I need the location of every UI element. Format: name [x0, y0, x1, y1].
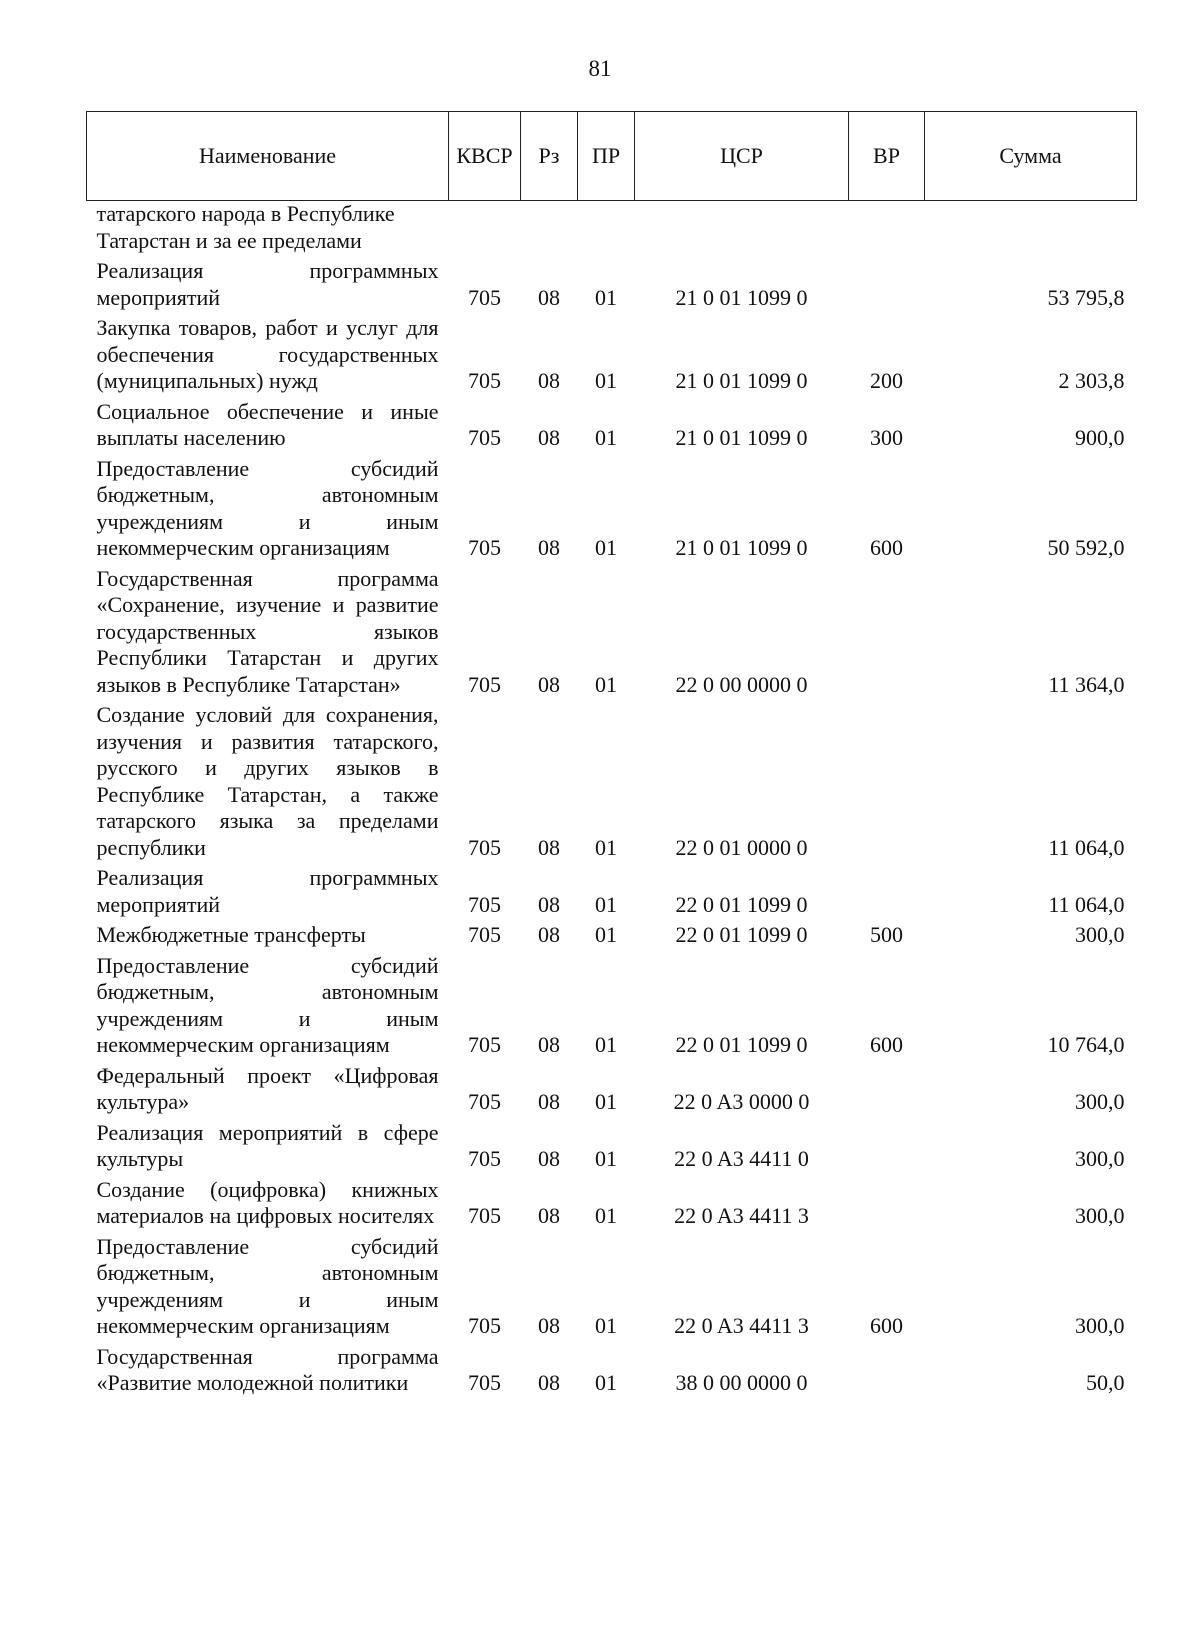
cell-sum: 900,0: [1075, 425, 1125, 450]
cell-pr: 01: [595, 671, 617, 697]
cell-rz: 08: [538, 891, 560, 917]
cell-csr: 22 0 01 1099 0: [675, 922, 808, 947]
table-header: [87, 112, 1137, 201]
cell-csr: 22 0 01 1099 0: [675, 1032, 808, 1057]
cell-vr: [849, 201, 925, 259]
cell-pr: 01: [595, 1313, 617, 1338]
cell-sum: 300,0: [1075, 1203, 1125, 1228]
cell-sum: 300,0: [1075, 1146, 1125, 1171]
table-row: [87, 1120, 1137, 1177]
cell-rz: 08: [538, 1370, 560, 1395]
cell-kvsr: 705: [468, 1203, 501, 1228]
table-row: [87, 258, 1137, 315]
cell-kvsr: 705: [468, 284, 501, 310]
cell-pr: 01: [595, 1203, 617, 1228]
cell-csr: 22 0 01 1099 0: [675, 891, 808, 917]
cell-pr: 01: [595, 368, 617, 393]
table-row: [87, 315, 1137, 399]
table-row: [87, 1063, 1137, 1120]
cell-sum: [925, 201, 1137, 259]
cell-vr: 300: [870, 425, 903, 450]
cell-rz: 08: [538, 425, 560, 450]
table-row: [87, 865, 1137, 922]
cell-csr: 22 0 01 0000 0: [675, 834, 808, 860]
header-sum: Сумма: [925, 112, 1137, 201]
cell-pr: 01: [595, 1032, 617, 1057]
cell-csr: 22 0 A3 0000 0: [673, 1089, 810, 1114]
cell-pr: 01: [595, 425, 617, 450]
cell-csr: 21 0 01 1099 0: [675, 284, 808, 310]
cell-name: Создание условий для сохранения, изучения и развития татарского, русского и других языков в Республике Татарстан, а также татарского языка за пределами республики: [96, 702, 439, 860]
cell-vr: [849, 566, 925, 703]
cell-sum: 50 592,0: [1047, 535, 1125, 560]
table-row: [87, 953, 1137, 1063]
cell-rz: 08: [538, 671, 560, 697]
table-row: [87, 1177, 1137, 1234]
cell-pr: 01: [595, 1089, 617, 1114]
cell-sum: 10 764,0: [1047, 1032, 1125, 1057]
cell-pr: 01: [595, 1146, 617, 1171]
cell-csr: 22 0 A3 4411 0: [674, 1146, 809, 1171]
page-number: 81: [588, 56, 612, 81]
cell-rz: 08: [538, 535, 560, 560]
table-body: [87, 201, 1137, 1401]
cell-csr: 38 0 00 0000 0: [675, 1370, 808, 1395]
cell-pr: 01: [595, 891, 617, 917]
table-row: [87, 456, 1137, 566]
cell-name: Предоставление субсидий бюджетным, автономным учреждениям и иным некоммерческим организациям: [96, 455, 439, 560]
cell-name: Реализация программных мероприятий: [96, 258, 439, 310]
cell-rz: 08: [538, 1313, 560, 1338]
cell-sum: 300,0: [1075, 1313, 1125, 1338]
cell-csr: 22 0 A3 4411 3: [674, 1313, 809, 1338]
cell-name: Государственная программа «Развитие молодежной политики: [96, 1343, 439, 1395]
cell-name: Реализация мероприятий в сфере культуры: [96, 1119, 439, 1171]
cell-kvsr: 705: [468, 834, 501, 860]
cell-csr: [635, 201, 849, 259]
table-row: [87, 702, 1137, 865]
cell-vr: [849, 258, 925, 315]
cell-csr: 21 0 01 1099 0: [675, 368, 808, 393]
table-row: [87, 399, 1137, 456]
cell-csr: 22 0 00 0000 0: [675, 671, 808, 697]
header-csr: ЦСР: [635, 112, 849, 201]
header-kvsr: КВСР: [449, 112, 521, 201]
cell-vr: 600: [870, 535, 903, 560]
cell-name: Предоставление субсидий бюджетным, автономным учреждениям и иным некоммерческим организациям: [96, 1233, 439, 1338]
cell-name: Предоставление субсидий бюджетным, автономным учреждениям и иным некоммерческим организациям: [96, 952, 439, 1057]
cell-sum: 11 064,0: [1048, 891, 1125, 917]
cell-vr: 600: [870, 1032, 903, 1057]
header-vr: ВР: [849, 112, 925, 201]
cell-rz: 08: [538, 1146, 560, 1171]
cell-rz: 08: [538, 922, 560, 947]
header-rz: Рз: [521, 112, 578, 201]
cell-pr: 01: [595, 284, 617, 310]
cell-kvsr: 705: [468, 1370, 501, 1395]
cell-kvsr: 705: [468, 535, 501, 560]
cell-sum: 11 364,0: [1048, 671, 1125, 697]
cell-csr: 21 0 01 1099 0: [675, 425, 808, 450]
cell-kvsr: 705: [468, 1032, 501, 1057]
cell-vr: 500: [870, 922, 903, 947]
header-name: Наименование: [87, 112, 449, 201]
cell-name: татарского народа в Республике Татарстан и за ее пределами: [96, 201, 395, 253]
cell-sum: 11 064,0: [1048, 834, 1125, 860]
cell-pr: 01: [595, 922, 617, 947]
budget-table: [86, 111, 1137, 1401]
cell-pr: [578, 201, 635, 259]
cell-vr: [849, 865, 925, 922]
cell-vr: [849, 702, 925, 865]
cell-name: Создание (оцифровка) книжных материалов на цифровых носителях: [96, 1176, 439, 1228]
header-pr: ПР: [578, 112, 635, 201]
table-row: [87, 201, 1137, 259]
cell-pr: 01: [595, 1370, 617, 1395]
table-row: [87, 566, 1137, 703]
cell-kvsr: 705: [468, 922, 501, 947]
cell-kvsr: 705: [468, 891, 501, 917]
cell-name: Федеральный проект «Цифровая культура»: [96, 1062, 439, 1114]
cell-kvsr: [449, 201, 521, 259]
cell-vr: [849, 1344, 925, 1401]
cell-pr: 01: [595, 834, 617, 860]
cell-rz: 08: [538, 284, 560, 310]
cell-pr: 01: [595, 535, 617, 560]
cell-vr: [849, 1120, 925, 1177]
cell-name: Закупка товаров, работ и услуг для обеспечения государственных (муниципальных) нужд: [96, 315, 439, 393]
cell-rz: 08: [538, 1032, 560, 1057]
cell-rz: 08: [538, 1089, 560, 1114]
cell-csr: 22 0 A3 4411 3: [674, 1203, 809, 1228]
cell-kvsr: 705: [468, 368, 501, 393]
cell-kvsr: 705: [468, 1089, 501, 1114]
cell-rz: [521, 201, 578, 259]
cell-name: Реализация программных мероприятий: [96, 865, 439, 917]
cell-sum: 2 303,8: [1058, 368, 1125, 393]
cell-name: Социальное обеспечение и иные выплаты населению: [96, 398, 439, 450]
cell-kvsr: 705: [468, 1313, 501, 1338]
cell-rz: 08: [538, 1203, 560, 1228]
table-row: [87, 1344, 1137, 1401]
cell-csr: 21 0 01 1099 0: [675, 535, 808, 560]
cell-kvsr: 705: [468, 671, 501, 697]
table-row: [87, 922, 1137, 953]
cell-vr: [849, 1063, 925, 1120]
cell-rz: 08: [538, 368, 560, 393]
cell-kvsr: 705: [468, 1146, 501, 1171]
cell-name: Государственная программа «Сохранение, изучение и развитие государственных языков Республики Татарстан и других языков в Республике Татарстан»: [96, 565, 439, 697]
cell-vr: [849, 1177, 925, 1234]
cell-name: Межбюджетные трансферты: [96, 922, 366, 947]
cell-sum: 300,0: [1075, 922, 1125, 947]
table-row: [87, 1234, 1137, 1344]
cell-sum: 300,0: [1075, 1089, 1125, 1114]
cell-rz: 08: [538, 834, 560, 860]
cell-kvsr: 705: [468, 425, 501, 450]
cell-sum: 53 795,8: [1047, 284, 1125, 310]
cell-sum: 50,0: [1086, 1370, 1125, 1395]
cell-vr: 600: [870, 1313, 903, 1338]
cell-vr: 200: [870, 368, 903, 393]
